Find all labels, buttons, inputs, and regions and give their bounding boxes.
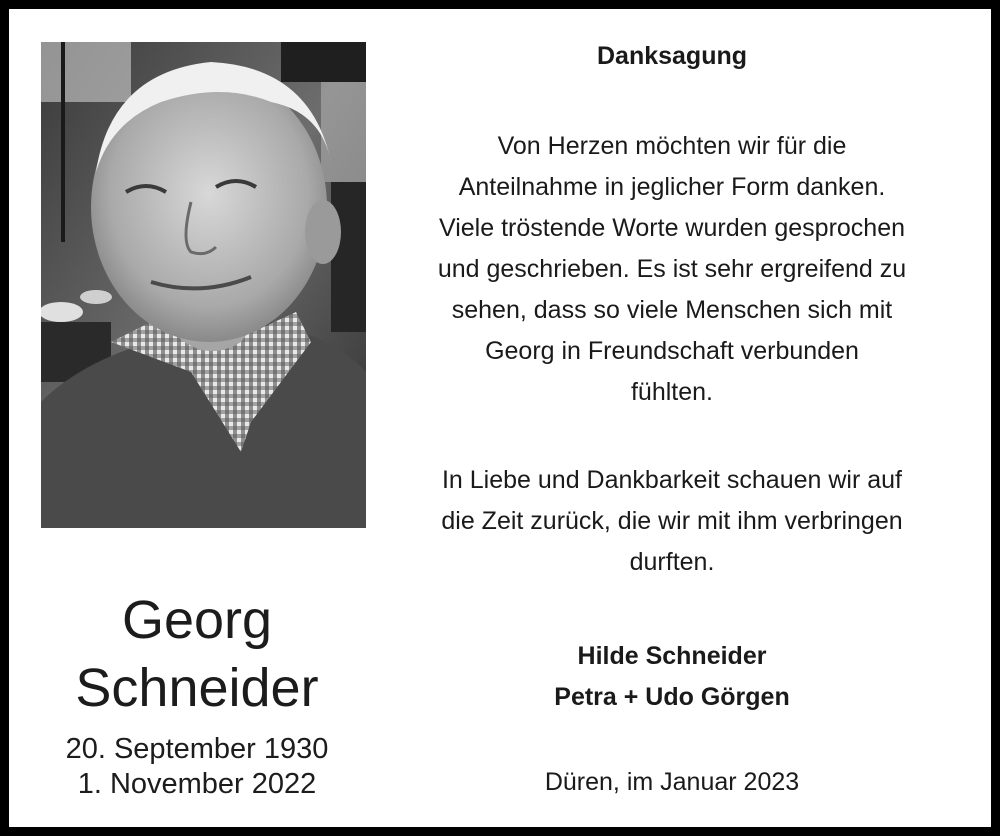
notice-heading: Danksagung — [596, 42, 748, 70]
paragraph-line: sehen, dass so viele Menschen sich mit — [451, 296, 893, 324]
paragraph-line: Viele tröstende Worte wurden gesprochen — [438, 214, 906, 242]
death-date: 1. November 2022 — [77, 768, 317, 800]
signer-name: Petra + Udo Görgen — [554, 683, 790, 711]
thanks-paragraph-1 — [383, 126, 961, 413]
paragraph-line: Georg in Freundschaft verbunden — [485, 337, 859, 365]
paragraph-line: Von Herzen möchten wir für die — [497, 132, 847, 160]
place-date: Düren, im Januar 2023 — [544, 768, 800, 796]
birth-date: 20. September 1930 — [65, 733, 329, 765]
signers — [383, 636, 961, 718]
paragraph-line: durften. — [629, 548, 715, 576]
deceased-first-name: Georg — [121, 590, 273, 650]
paragraph-line: Anteilnahme in jeglicher Form danken. — [458, 173, 886, 201]
paragraph-line: fühlten. — [630, 378, 713, 406]
portrait-photo — [41, 42, 366, 528]
paragraph-line: die Zeit zurück, die wir mit ihm verbringen — [441, 507, 903, 535]
paragraph-line: und geschrieben. Es ist sehr ergreifend zu — [437, 255, 907, 283]
paragraph-line: In Liebe und Dankbarkeit schauen wir auf — [441, 466, 902, 494]
thanks-paragraph-2 — [383, 460, 961, 583]
signer-name: Hilde Schneider — [577, 642, 767, 670]
deceased-last-name: Schneider — [75, 658, 319, 718]
